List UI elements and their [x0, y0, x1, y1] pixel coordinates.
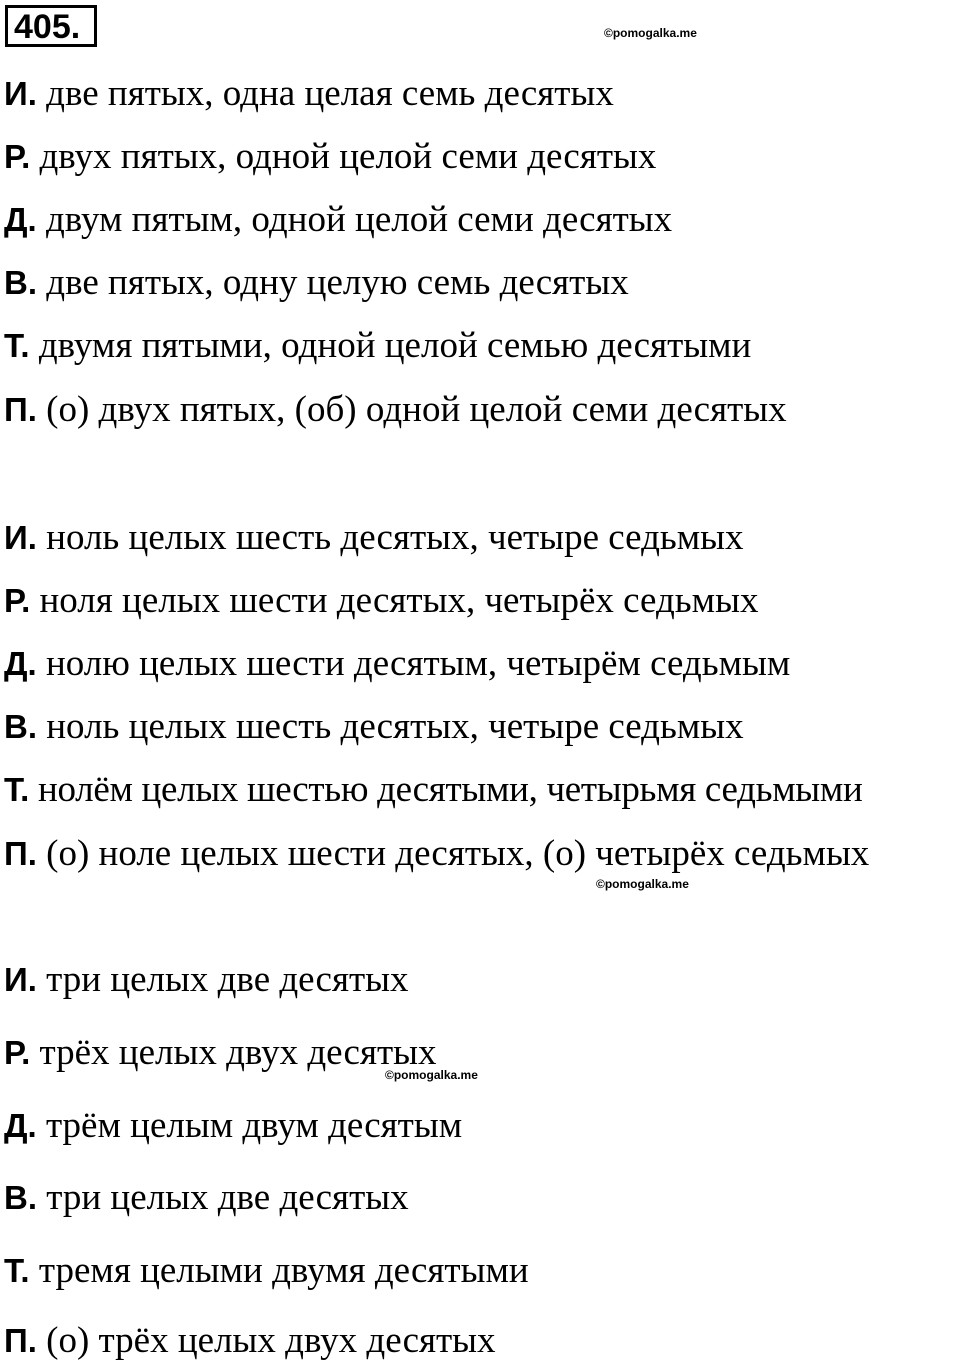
case-label: В. — [4, 264, 37, 301]
section-2-line-prepositional — [4, 832, 869, 876]
case-label: И. — [4, 519, 37, 556]
case-label: П. — [4, 391, 37, 428]
section-1-line-prepositional — [4, 388, 787, 432]
line-text: (о) ноле целых шести десятых, (о) четырёх седьмых — [36, 833, 870, 874]
section-2-line-nominative — [4, 516, 744, 560]
case-label: Р. — [4, 1034, 31, 1071]
line-text: две пятых, одну целую семь десятых — [37, 262, 629, 303]
section-1-line-instrumental — [4, 324, 751, 368]
section-2-line-dative — [4, 642, 790, 686]
case-label: В. — [4, 1179, 37, 1216]
case-label: Т. — [4, 1252, 30, 1289]
line-text: нолю целых шести десятым, четырём седьмым — [36, 643, 791, 684]
line-text: трёх целых двух десятых — [30, 1032, 437, 1073]
case-label: В. — [4, 708, 37, 745]
section-2-line-instrumental — [4, 768, 862, 812]
watermark-bottom: ©pomogalka.me — [385, 1068, 478, 1082]
case-label: Д. — [4, 645, 37, 682]
line-text: ноля целых шести десятых, четырёх седьмых — [30, 580, 759, 621]
line-text: двух пятых, одной целой семи десятых — [30, 136, 657, 177]
case-label: Д. — [4, 201, 37, 238]
section-3-line-instrumental — [4, 1249, 529, 1293]
case-label: И. — [4, 961, 37, 998]
case-label: Р. — [4, 582, 31, 619]
case-label: П. — [4, 1322, 37, 1359]
section-3-line-nominative — [4, 958, 409, 1002]
line-text: трём целым двум десятым — [36, 1105, 463, 1146]
line-text: (о) двух пятых, (об) одной целой семи десятых — [36, 389, 787, 430]
section-3-line-dative — [4, 1104, 462, 1148]
watermark-top: ©pomogalka.me — [604, 26, 697, 40]
line-text: (о) трёх целых двух десятых — [36, 1320, 496, 1361]
section-1-line-accusative — [4, 261, 629, 305]
case-label: Р. — [4, 138, 31, 175]
section-1-line-dative — [4, 198, 672, 242]
exercise-number: 405. — [5, 5, 97, 47]
case-label: Д. — [4, 1107, 37, 1144]
section-2-line-genitive — [4, 579, 758, 623]
case-label: Т. — [4, 327, 30, 364]
section-3-line-accusative — [4, 1176, 409, 1220]
line-text: ноль целых шесть десятых, четыре седьмых — [36, 517, 744, 558]
section-3-line-genitive — [4, 1031, 437, 1075]
line-text: три целых две десятых — [37, 1177, 409, 1218]
section-1-line-genitive — [4, 135, 656, 179]
line-text: ноль целых шесть десятых, четыре седьмых — [37, 706, 744, 747]
watermark-middle: ©pomogalka.me — [596, 877, 689, 891]
line-text: три целых две десятых — [36, 959, 409, 1000]
line-text: тремя целыми двумя десятыми — [29, 1250, 529, 1291]
line-text: двумя пятыми, одной целой семью десятыми — [29, 325, 752, 366]
case-label: Т. — [4, 771, 30, 808]
section-2-line-accusative — [4, 705, 744, 749]
section-3-line-prepositional — [4, 1319, 496, 1363]
section-1-line-nominative — [4, 72, 614, 116]
case-label: И. — [4, 75, 37, 112]
line-text: две пятых, одна целая семь десятых — [36, 73, 614, 114]
line-text: двум пятым, одной целой семи десятых — [36, 199, 673, 240]
case-label: П. — [4, 835, 37, 872]
line-text: нолём целых шестью десятыми, четырьмя седьмыми — [29, 769, 863, 810]
